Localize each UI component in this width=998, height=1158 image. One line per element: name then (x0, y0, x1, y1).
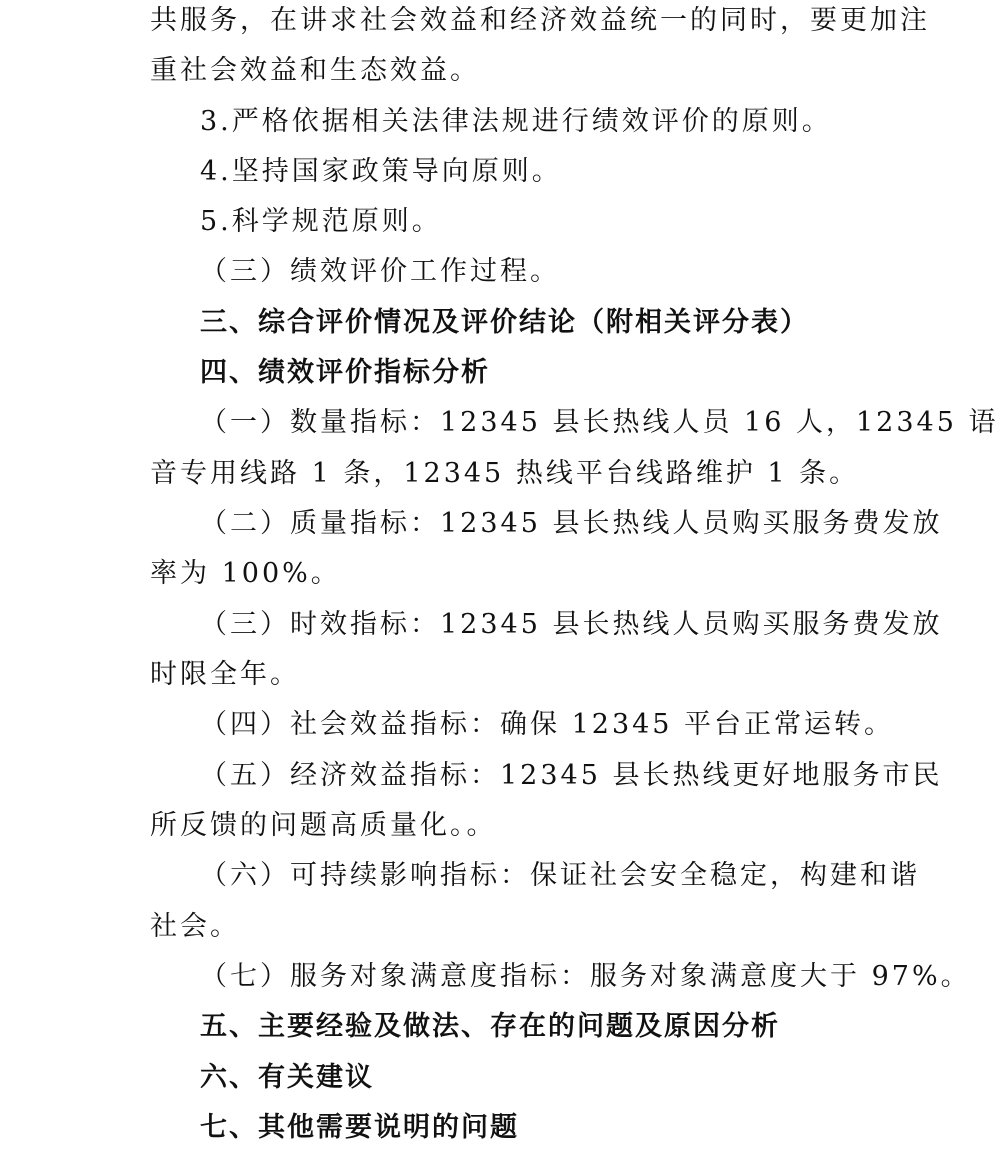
paragraph-line: 时限全年。 (150, 659, 300, 690)
paragraph-line: 所反馈的问题高质量化。。 (150, 810, 497, 841)
section-heading-3: 三、综合评价情况及评价结论（附相关评分表） (200, 307, 809, 338)
paragraph-line: 共服务，在讲求社会效益和经济效益统一的同时，要更加注 (150, 5, 930, 36)
principle-item-5: 5.科学规范原则。 (200, 206, 442, 237)
indicator-social-benefit: （四）社会效益指标：确保 12345 平台正常运转。 (200, 709, 895, 740)
indicator-timeliness: （三）时效指标：12345 县长热线人员购买服务费发放 (200, 609, 943, 640)
paragraph-line: 重社会效益和生态效益。 (150, 55, 480, 86)
principle-item-4: 4.坚持国家政策导向原则。 (200, 156, 562, 187)
principle-item-3: 3.严格依据相关法律法规进行绩效评价的原则。 (200, 106, 832, 137)
indicator-quantity: （一）数量指标：12345 县长热线人员 16 人，12345 语 (200, 407, 998, 438)
section-heading-6: 六、有关建议 (200, 1062, 374, 1093)
paragraph-line: 社会。 (150, 911, 240, 942)
section-heading-5: 五、主要经验及做法、存在的问题及原因分析 (200, 1011, 780, 1042)
paragraph-line: 率为 100%。 (150, 558, 341, 589)
indicator-sustainability: （六）可持续影响指标：保证社会安全稳定，构建和谐 (200, 860, 920, 891)
paragraph-line: 音专用线路 1 条，12345 热线平台线路维护 1 条。 (150, 458, 860, 489)
indicator-satisfaction: （七）服务对象满意度指标：服务对象满意度大于 97%。 (200, 961, 971, 992)
section-heading-4: 四、绩效评价指标分析 (200, 357, 490, 388)
indicator-economic-benefit: （五）经济效益指标：12345 县长热线更好地服务市民 (200, 760, 943, 791)
subsection-heading: （三）绩效评价工作过程。 (200, 256, 560, 287)
indicator-quality: （二）质量指标：12345 县长热线人员购买服务费发放 (200, 508, 943, 539)
section-heading-7: 七、其他需要说明的问题 (200, 1112, 519, 1143)
